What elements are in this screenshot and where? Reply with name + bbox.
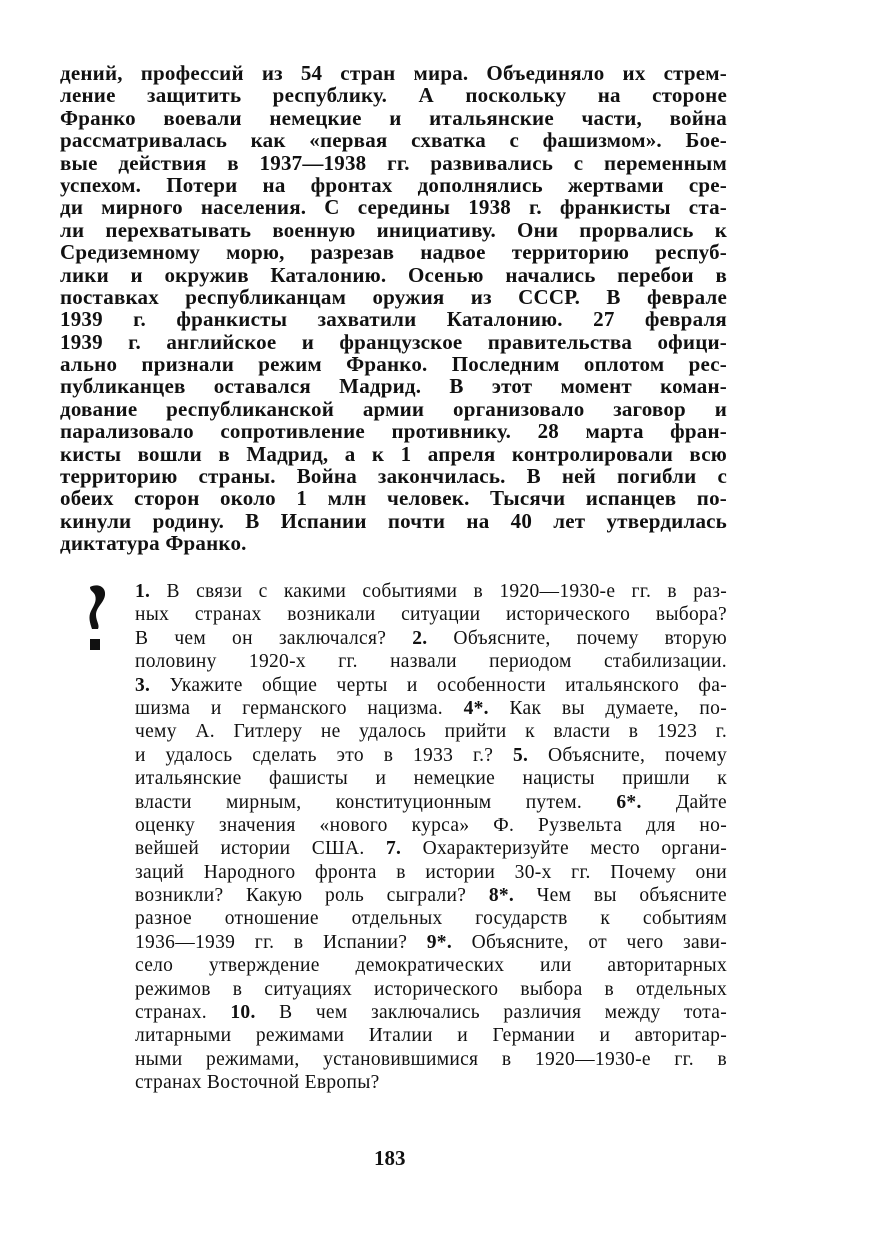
question-number: 10. [230,1002,256,1024]
question-text: село утверждение демократических или авторитарных [135,955,727,977]
question-number: 1. [135,581,151,602]
question-line [135,603,727,626]
question-number: 5. [513,744,529,766]
question-text: заций Народного фронта в истории 30-х гг. Почему они [135,861,727,883]
text-line: публиканцев оставался Мадрид. В этот момент коман- [60,374,727,399]
question-text: оценку значения «нового курса» Ф. Рузвельта для но- [135,814,727,836]
question-line [135,931,727,954]
text-line: Средиземному морю, разрезав надвое территорию респуб- [60,240,727,265]
question-text: возникли? Какую роль сыграли? [135,885,489,907]
question-number: 7. [385,838,402,860]
text-line: Франко воевали немецкие и итальянские части, война [60,105,727,130]
question-text: Охарактеризуйте место органи- [401,838,727,860]
question-line [135,884,727,907]
text-line: лики и окружив Каталонию. Осенью начались перебои в [60,262,727,287]
question-line [135,954,727,977]
text-line: территорию страны. Война закончилась. В ней погибли с [60,464,727,489]
text-line: поставках республиканцам оружия из СССР. В феврале [60,284,727,309]
question-line [135,767,727,790]
text-line: 1939 г. английское и французское правительства офици- [60,329,727,354]
text-line: кисты вошли в Мадрид, а к 1 апреля контролировали всю [60,441,727,466]
question-text: странах Восточной Европы? [135,1072,380,1094]
question-text: Дайте [641,791,727,813]
question-text: и удалось сделать это в 1933 г.? [135,744,513,766]
question-line [135,814,727,837]
question-line [135,1001,727,1024]
question-text: Объясните, почему вторую [427,627,727,649]
question-text: Объясните, почему [528,744,727,766]
text-line: дений, профессий из 54 стран мира. Объединяло их стрем- [60,61,727,85]
question-number: 6*. [616,791,642,813]
question-number: 3. [135,674,151,696]
question-text: Объясните, от чего зави- [452,931,727,953]
question-text: вейшей истории США. [135,838,386,860]
text-line: парализовало сопротивление противнику. 28 марта фран- [60,419,727,444]
page-number: 183 [374,1146,406,1170]
main-paragraph [60,62,727,555]
question-mark-icon [84,583,110,653]
text-line: кинули родину. В Испании почти на 40 лет утвердилась [60,508,727,533]
text-line: ально признали режим Франко. Последним оплотом рес- [60,352,727,377]
text-line: дование республиканской армии организовало заговор и [60,396,727,421]
question-line [135,837,727,860]
text-line: ление защитить республику. А поскольку на стороне [60,83,727,108]
question-text: литарными режимами Италии и Германии и авторитар- [135,1025,727,1047]
question-line [135,744,727,767]
question-number: 8*. [488,885,515,907]
question-text: половину 1920-х гг. назвали периодом стабилизации. [135,651,727,673]
question-line [135,674,727,697]
question-number: 2. [412,627,428,649]
text-line: вые действия в 1937—1938 гг. развивались с переменным [60,150,727,175]
question-line [135,1048,727,1071]
question-text: В чем заключались различия между тота- [255,1002,727,1024]
question-text: власти мирным, конституционным путем. [135,791,617,813]
question-text: Чем вы объясните [514,885,727,907]
question-line [135,697,727,720]
question-text: Укажите общие черты и особенности итальянского фа- [150,674,727,696]
question-line [135,627,727,650]
text-line: ди мирного населения. С середины 1938 г. франкисты ста- [60,195,727,220]
question-line [135,978,727,1001]
question-text: Как вы думаете, по- [488,697,727,719]
question-number: 4*. [463,697,489,719]
question-text: шизма и германского нацизма. [135,697,464,719]
text-line: обеих сторон около 1 млн человек. Тысячи испанцев по- [60,486,727,511]
question-line [135,650,727,673]
text-line: успехом. Потери на фронтах дополнялись жертвами сре- [60,172,727,197]
question-text: 1936—1939 гг. в Испании? [135,931,427,953]
question-line [135,1024,727,1047]
question-text: разное отношение отдельных государств к событиям [135,908,727,930]
question-text: странах. [135,1002,231,1024]
text-line: диктатура Франко. [60,531,247,556]
question-text: режимов в ситуациях исторического выбора в отдельных [135,978,727,1000]
question-line [135,1071,727,1094]
question-line [135,861,727,884]
question-text: итальянские фашисты и немецкие нацисты пришли к [135,768,727,790]
review-questions [135,580,727,1095]
question-text: ными режимами, установившимися в 1920—1930-е гг. в [135,1048,727,1070]
question-text: чему А. Гитлеру не удалось прийти к власти в 1923 г. [135,721,727,743]
question-line [135,720,727,743]
text-line: рассматривалась как «первая схватка с фашизмом». Бое- [60,128,727,153]
text-line: ли перехватывать военную инициативу. Они прорвались к [60,217,727,242]
question-line [135,580,727,603]
question-line [135,791,727,814]
question-text: В связи с какими событиями в 1920—1930-е гг. в раз- [150,581,727,602]
question-text: ных странах возникали ситуации исторического выбора? [135,604,727,626]
question-number: 9*. [426,931,453,953]
text-line: 1939 г. франкисты захватили Каталонию. 27 февраля [60,307,727,332]
question-text: В чем он заключался? [135,627,413,649]
question-line [135,907,727,930]
